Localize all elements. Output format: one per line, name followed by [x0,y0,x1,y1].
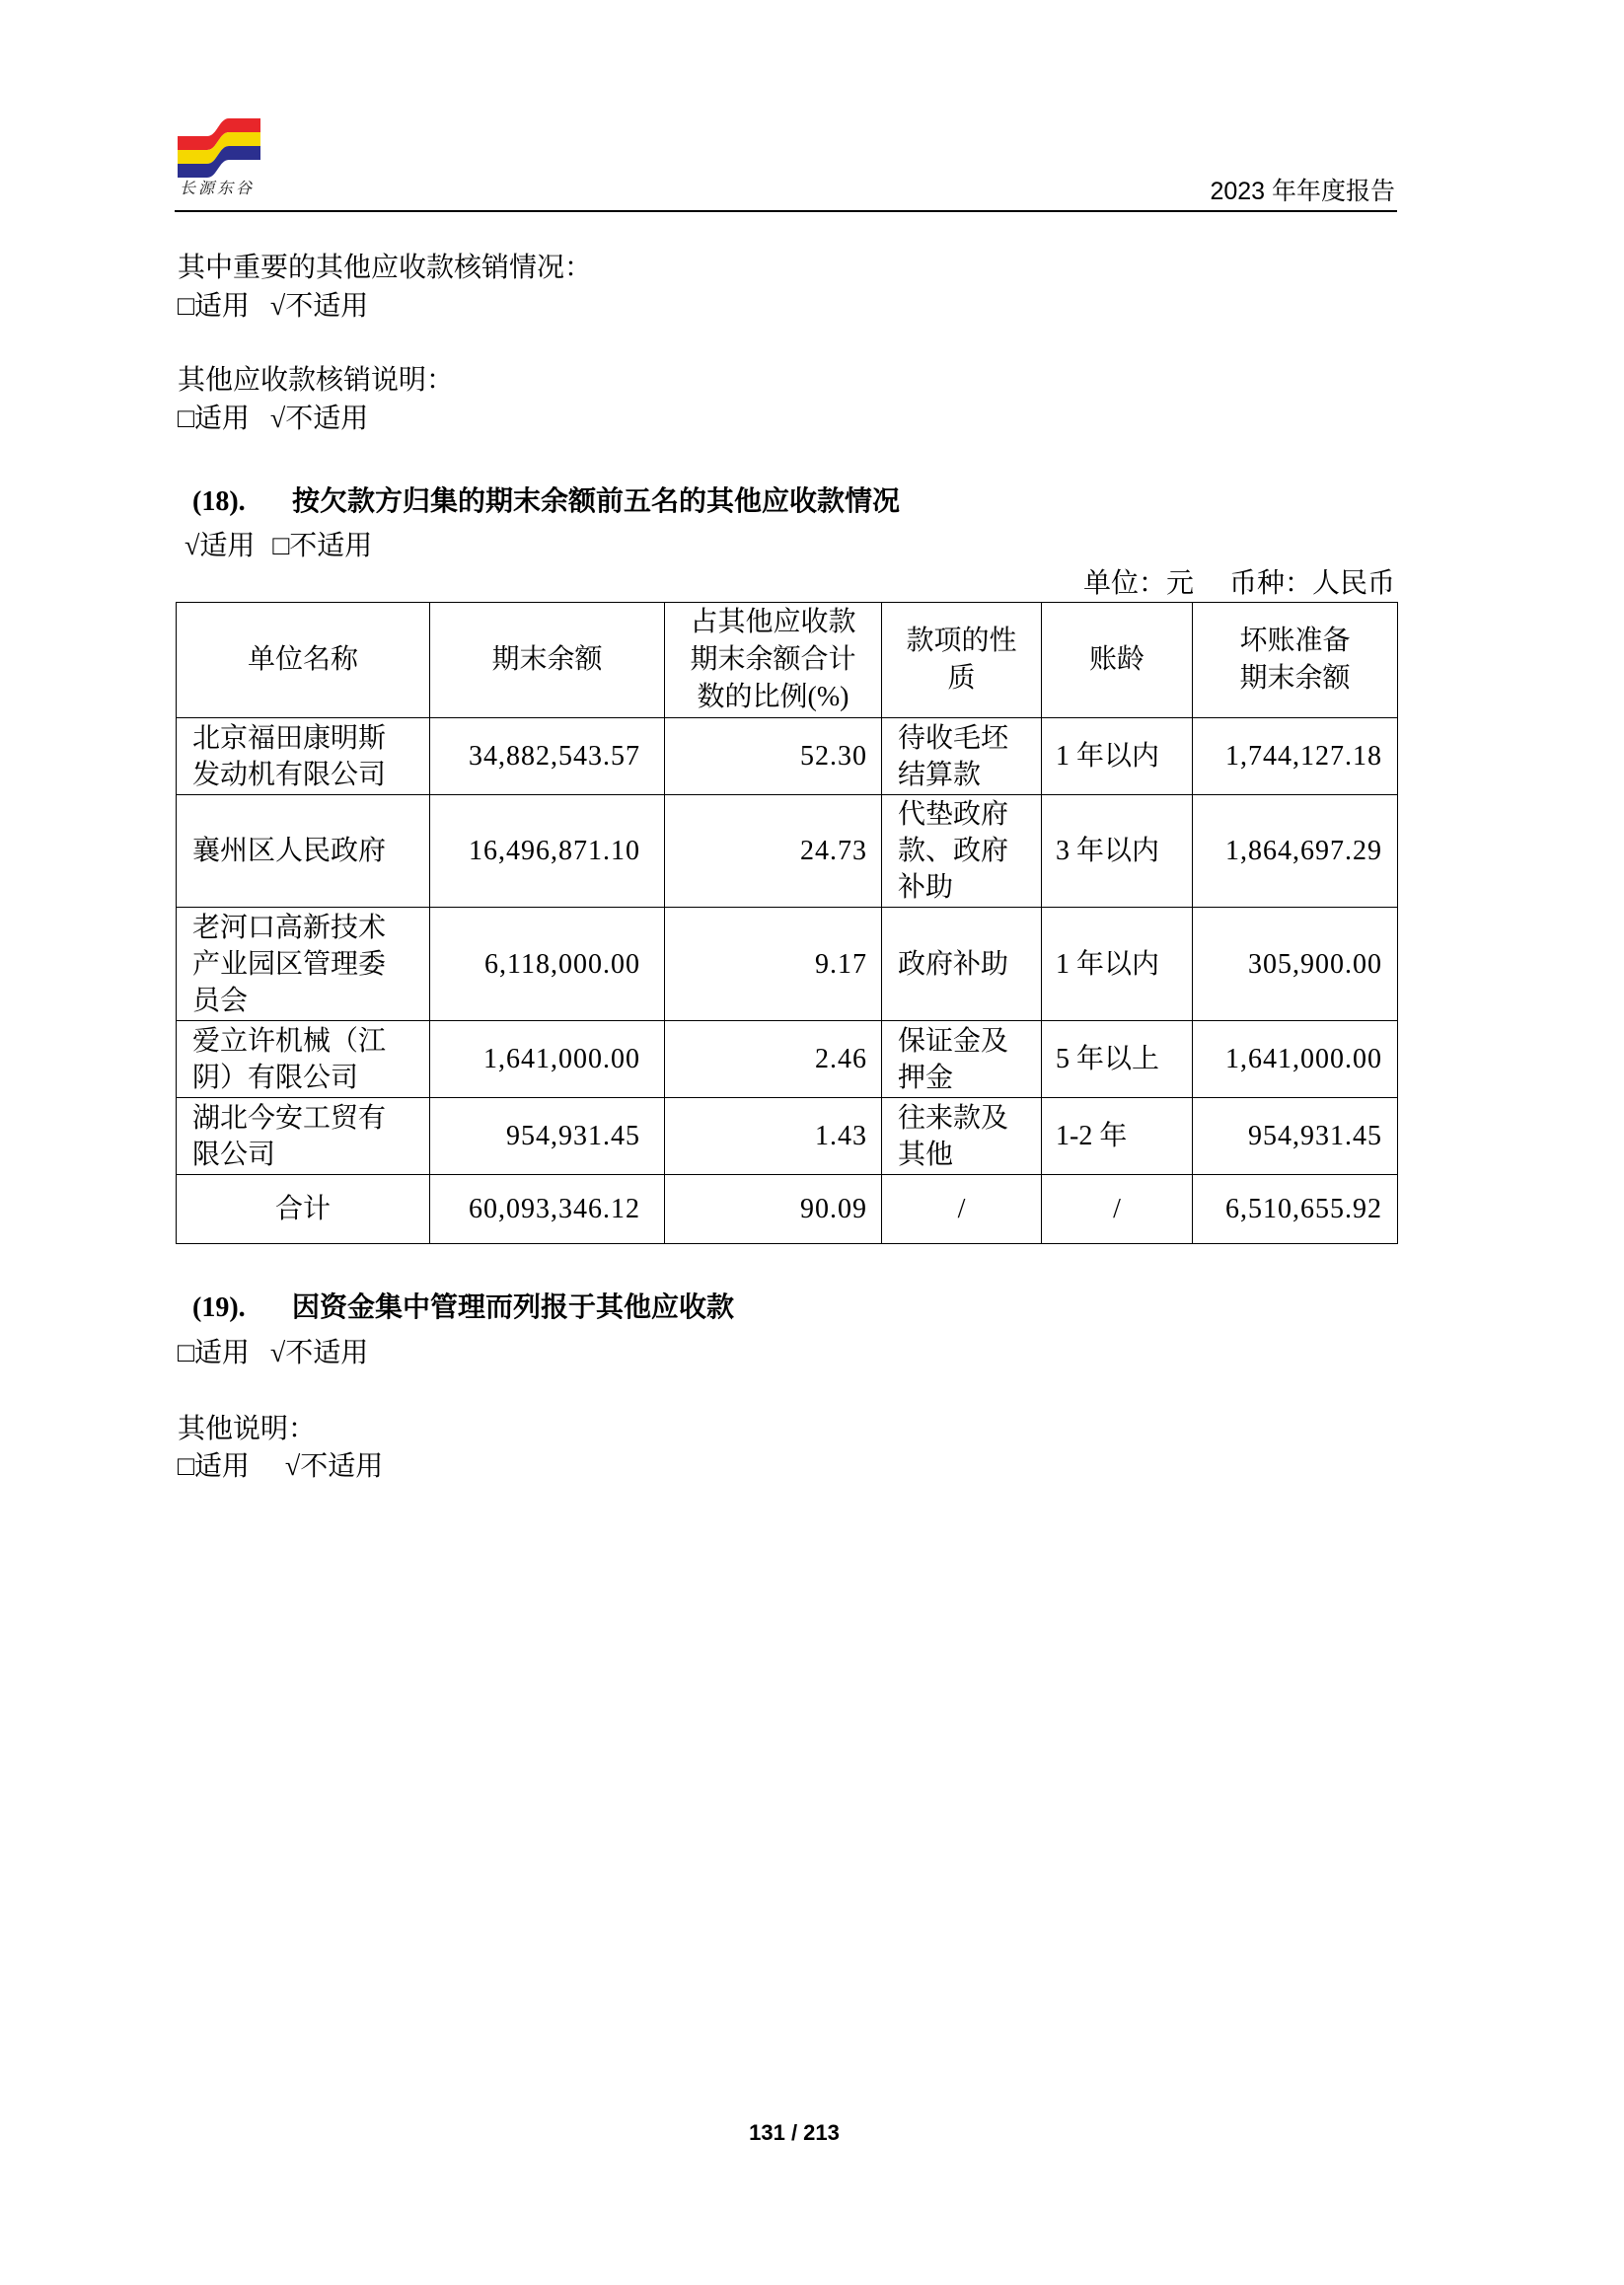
cell-closing-balance: 1,641,000.00 [430,1021,665,1098]
cell-entity: 老河口高新技术产业园区管理委员会 [177,908,430,1021]
column-header-closing-balance: 期末余额 [430,603,665,718]
option-not-applicable: □不适用 [272,531,373,561]
report-title: 2023 年年度报告 [1210,178,1395,205]
unit-label: 单位：元 [1082,568,1194,599]
cell-bad-debt-provision: 1,641,000.00 [1193,1021,1398,1098]
cell-ratio: 9.17 [665,908,882,1021]
table-row [177,718,1398,795]
cell-ratio: 52.30 [665,718,882,795]
unit-currency-note [1083,564,1395,604]
cell-nature: 政府补助 [882,908,1042,1021]
cell-total-ratio: 90.09 [665,1175,882,1244]
other-notes-options [178,1447,383,1487]
cell-closing-balance: 34,882,543.57 [430,718,665,795]
option-not-applicable: √不适用 [284,1451,384,1482]
currency-label: 币种：人民币 [1228,568,1395,599]
section-19-options [178,1334,368,1373]
option-applicable: □适用 [178,291,250,322]
option-applicable: □适用 [178,404,250,434]
page-number: 131 / 213 [749,2120,840,2145]
write-off-note-label: 其他应收款核销说明： [178,365,455,396]
header-divider [175,210,1397,212]
other-notes-label: 其他说明： [178,1414,317,1444]
cell-total-bad-debt-provision: 6,510,655.92 [1193,1175,1398,1244]
column-header-bad-debt-provision: 坏账准备期末余额 [1193,603,1398,718]
write-off-note-options [178,400,368,439]
table-row [177,795,1398,908]
cell-aging: 1-2 年 [1042,1098,1193,1175]
cell-bad-debt-provision: 1,744,127.18 [1193,718,1398,795]
column-header-nature: 款项的性质 [882,603,1042,718]
table-total-row [177,1175,1398,1244]
section-18-title: 按欠款方归集的期末余额前五名的其他应收款情况 [292,486,901,517]
cell-bad-debt-provision: 1,864,697.29 [1193,795,1398,908]
company-logo [178,118,260,178]
cell-entity: 湖北今安工贸有限公司 [177,1098,430,1175]
option-not-applicable: √不适用 [269,404,369,434]
cell-nature: 往来款及其他 [882,1098,1042,1175]
option-applicable: √适用 [185,531,256,561]
section-19-number: (19). [192,1292,246,1323]
cell-total-nature: / [882,1175,1042,1244]
logo-wordmark: 长源东谷 [180,181,256,197]
cell-nature: 保证金及押金 [882,1021,1042,1098]
option-not-applicable: √不适用 [269,1338,369,1368]
top-five-other-receivables-table [176,602,1398,1244]
cell-aging: 1 年以内 [1042,718,1193,795]
option-applicable: □适用 [178,1451,250,1482]
cell-bad-debt-provision: 305,900.00 [1193,908,1398,1021]
cell-aging: 3 年以内 [1042,795,1193,908]
cell-ratio: 2.46 [665,1021,882,1098]
cell-entity: 北京福田康明斯发动机有限公司 [177,718,430,795]
cell-aging: 5 年以上 [1042,1021,1193,1098]
column-header-entity: 单位名称 [177,603,430,718]
table-row [177,1021,1398,1098]
cell-entity: 襄州区人民政府 [177,795,430,908]
cell-closing-balance: 954,931.45 [430,1098,665,1175]
cell-ratio: 1.43 [665,1098,882,1175]
table-row [177,908,1398,1021]
cell-ratio: 24.73 [665,795,882,908]
cell-total-label: 合计 [177,1175,430,1244]
option-applicable: □适用 [178,1338,250,1368]
table-row [177,1098,1398,1175]
cell-total-aging: / [1042,1175,1193,1244]
write-off-important-options [178,287,368,327]
section-18-number: (18). [192,486,246,517]
cell-nature: 待收毛坯结算款 [882,718,1042,795]
cell-nature: 代垫政府款、政府补助 [882,795,1042,908]
cell-closing-balance: 6,118,000.00 [430,908,665,1021]
cell-aging: 1 年以内 [1042,908,1193,1021]
cell-closing-balance: 16,496,871.10 [430,795,665,908]
section-19-title: 因资金集中管理而列报于其他应收款 [292,1292,735,1323]
column-header-ratio: 占其他应收款期末余额合计数的比例(%) [665,603,882,718]
cell-bad-debt-provision: 954,931.45 [1193,1098,1398,1175]
option-not-applicable: √不适用 [269,291,369,322]
table-header-row [177,603,1398,718]
cell-total-closing-balance: 60,093,346.12 [430,1175,665,1244]
section-18-options [185,527,372,566]
column-header-aging: 账龄 [1042,603,1193,718]
write-off-important-label: 其中重要的其他应收款核销情况： [178,253,593,283]
cell-entity: 爱立许机械（江阴）有限公司 [177,1021,430,1098]
